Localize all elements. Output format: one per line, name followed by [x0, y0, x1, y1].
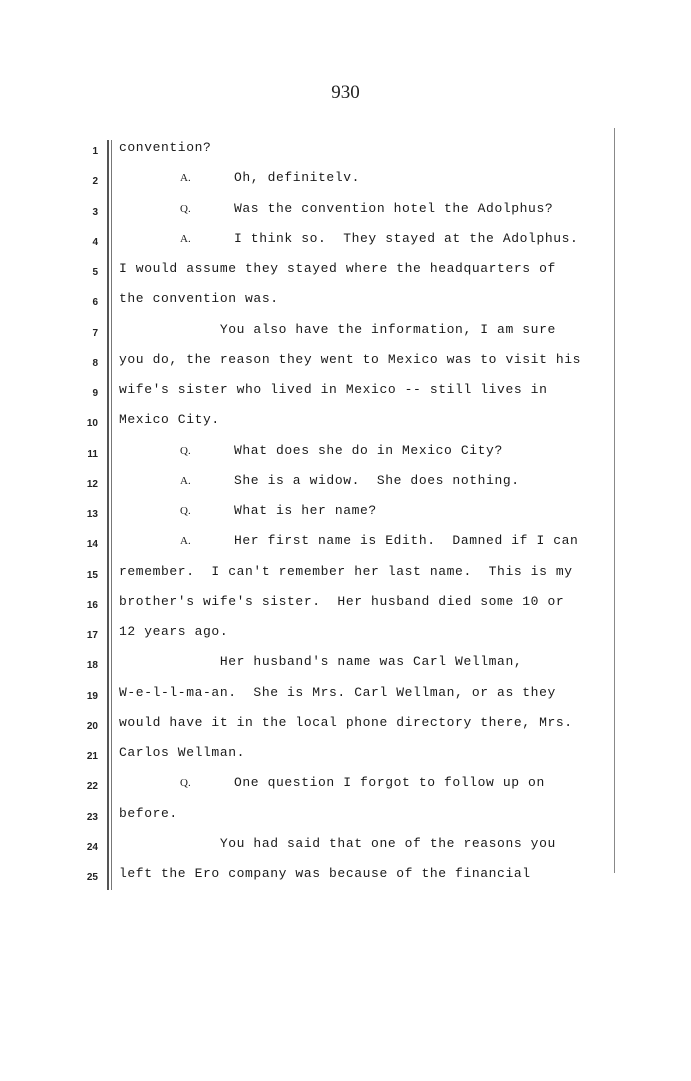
line-number: 2 — [92, 176, 98, 188]
line-text: What does she do in Mexico City? — [234, 442, 503, 458]
transcript-line — [0, 231, 691, 261]
line-number: 3 — [92, 206, 98, 218]
line-text: 12 years ago. — [119, 624, 229, 639]
line-number: 13 — [86, 509, 98, 520]
transcript-line — [0, 443, 691, 473]
line-number: 11 — [87, 448, 98, 460]
line-text: What is her name? — [234, 503, 377, 518]
line-text: You also have the information, I am sure — [119, 321, 556, 337]
transcript-line — [0, 140, 691, 170]
line-number: 8 — [92, 357, 98, 369]
transcript-line — [0, 836, 691, 866]
transcript-line — [0, 412, 691, 442]
line-number: 22 — [86, 781, 98, 793]
line-text: W-e-l-l-ma-an. She is Mrs. Carl Wellman, or as they — [119, 684, 556, 700]
line-number: 21 — [86, 751, 98, 762]
line-text: Her husband's name was Carl Wellman, — [119, 654, 523, 670]
transcript-line — [0, 685, 691, 715]
line-text: Mexico City. — [119, 412, 220, 428]
transcript-line — [0, 352, 691, 382]
qa-marker: A. — [180, 232, 191, 245]
transcript-line — [0, 564, 691, 594]
transcript-line — [0, 775, 691, 805]
line-text: the convention was. — [119, 291, 279, 307]
qa-marker: Q. — [180, 202, 191, 215]
qa-marker: Q. — [180, 505, 191, 517]
line-number: 7 — [92, 327, 98, 339]
transcript-line — [0, 322, 691, 352]
transcript-line — [0, 715, 691, 745]
line-text: wife's sister who lived in Mexico -- still lives in — [119, 382, 548, 397]
line-text: left the Ero company was because of the financial — [119, 866, 531, 881]
line-number: 23 — [86, 811, 98, 823]
line-number: 17 — [86, 630, 98, 641]
line-text: Oh, definitelv. — [234, 170, 361, 186]
line-text: brother's wife's sister. Her husband died some 10 or — [119, 593, 565, 609]
line-number: 15 — [86, 569, 98, 581]
line-text: you do, the reason they went to Mexico was to visit his — [119, 351, 582, 367]
line-text: You had said that one of the reasons you — [119, 835, 556, 851]
transcript-line — [0, 654, 691, 684]
transcript-line — [0, 594, 691, 624]
line-text: She is a widow. She does nothing. — [234, 472, 520, 488]
line-text: Carlos Wellman. — [119, 745, 246, 760]
line-number: 10 — [86, 418, 98, 430]
line-number: 16 — [86, 599, 98, 611]
transcript-line — [0, 291, 691, 321]
qa-marker: A. — [180, 474, 191, 487]
line-number: 12 — [86, 478, 98, 490]
transcript-line — [0, 201, 691, 231]
transcript-line — [0, 806, 691, 836]
transcript-line — [0, 624, 691, 654]
line-text: would have it in the local phone directory there, Mrs. — [119, 714, 573, 730]
line-number: 6 — [92, 297, 98, 309]
line-number: 5 — [92, 267, 98, 278]
line-text: Was the convention hotel the Adolphus? — [234, 200, 554, 216]
line-text: before. — [119, 805, 178, 821]
transcript-line — [0, 473, 691, 503]
line-number: 18 — [86, 660, 98, 672]
transcript-line — [0, 170, 691, 200]
line-number: 9 — [92, 388, 98, 399]
line-number: 20 — [86, 720, 98, 732]
qa-marker: Q. — [180, 444, 191, 457]
qa-marker: Q. — [180, 777, 191, 790]
line-text: convention? — [119, 140, 212, 155]
page-number: 930 — [331, 82, 360, 103]
qa-marker: A. — [180, 172, 191, 185]
transcript-line — [0, 866, 691, 896]
line-text: remember. I can't remember her last name. This is my — [119, 563, 573, 579]
qa-marker: A. — [180, 535, 191, 548]
transcript-line — [0, 382, 691, 412]
transcript-line — [0, 533, 691, 563]
line-number: 25 — [86, 872, 98, 883]
line-number: 4 — [92, 236, 98, 248]
line-number: 19 — [86, 690, 98, 702]
line-number: 24 — [86, 841, 98, 853]
line-text: I would assume they stayed where the headquarters of — [119, 261, 556, 276]
line-number: 1 — [92, 146, 98, 157]
line-number: 14 — [86, 539, 98, 551]
transcript-line — [0, 503, 691, 533]
line-text: I think so. They stayed at the Adolphus. — [234, 230, 579, 246]
transcript-line — [0, 745, 691, 775]
line-text: Her first name is Edith. Damned if I can — [234, 533, 579, 549]
line-text: One question I forgot to follow up on — [234, 775, 545, 791]
transcript-line — [0, 261, 691, 291]
